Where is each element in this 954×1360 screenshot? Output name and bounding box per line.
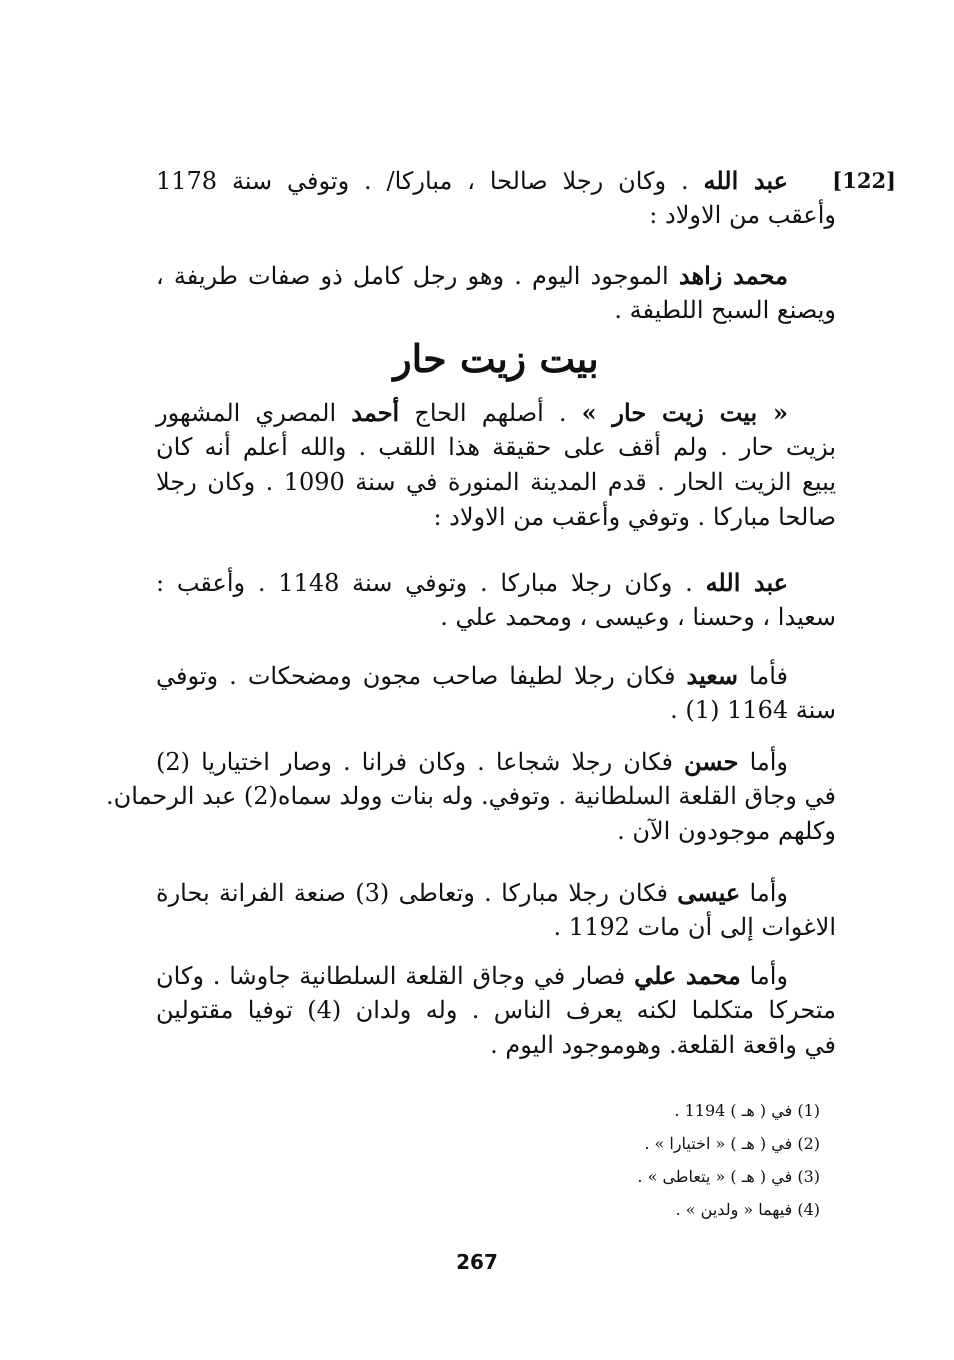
said-line-1-text: فكان رجلا لطيفا صاحب مجون ومضحكات . وتوفي bbox=[156, 662, 687, 690]
family-name: « بيت زيت حار » bbox=[581, 398, 788, 427]
muhammad-ali-line-3: في واقعة القلعة. وهوموجود اليوم . bbox=[490, 1031, 836, 1059]
hasan-line-1 bbox=[156, 744, 836, 779]
person-name: عبد الله bbox=[705, 568, 789, 597]
muhammad-ali-line-2: متحركا متكلما لكنه يعرف الناس . وله ولدان (4) توفيا مقتولين bbox=[156, 996, 837, 1024]
zahid-line-1 bbox=[156, 258, 836, 293]
muhammad-ali-line-1-text: فصار في وجاق القلعة السلطانية جاوشا . وكان bbox=[156, 962, 635, 990]
footnotes bbox=[637, 1094, 820, 1226]
isa-paragraph bbox=[156, 875, 836, 945]
isa-line-2: الاغوات إلى أن مات 1192 . bbox=[553, 913, 836, 941]
muhammad-ali-paragraph bbox=[156, 958, 836, 1063]
abdullah-paragraph bbox=[156, 565, 836, 635]
isa-line-1 bbox=[156, 875, 836, 910]
page-number: 267 bbox=[456, 1250, 498, 1274]
hasan-line-1-text: فكان رجلا شجاعا . وكان فرانا . وصار اختياريا (2) bbox=[156, 748, 684, 776]
person-name: محمد زاهد bbox=[678, 261, 789, 290]
person-name: محمد علي bbox=[634, 961, 741, 990]
footnote-2: (2) في ( هـ ) « اختيارا » . bbox=[644, 1134, 820, 1153]
isa-lead: وأما bbox=[740, 879, 788, 907]
intro-line-3: يبيع الزيت الحار . قدم المدينة المنورة في سنة 1090 . وكان رجلا bbox=[156, 468, 836, 496]
page-reference-marker: [122] bbox=[832, 168, 896, 193]
footnote-4: (4) فيهما « ولدين » . bbox=[675, 1200, 820, 1219]
person-name: أحمد bbox=[351, 398, 400, 427]
intro-line-1 bbox=[156, 395, 836, 430]
hasan-paragraph bbox=[105, 744, 836, 849]
abdullah-line-1 bbox=[156, 565, 836, 600]
said-line-2: سنة 1164 (1) . bbox=[670, 696, 836, 724]
section-heading: بيت زيت حار bbox=[393, 336, 599, 381]
zahid-line-2: ويصنع السبح اللطيفة . bbox=[614, 296, 836, 324]
continuation-line-1 bbox=[156, 163, 836, 198]
hasan-line-2: في وجاق القلعة السلطانية . وتوفي. وله بنات وولد سماه(2) عبد الرحمان. bbox=[105, 782, 836, 810]
footnote-1: (1) في ( هـ ) 1194 . bbox=[674, 1101, 820, 1120]
intro-paragraph bbox=[156, 395, 836, 535]
intro-line-4: صالحا مباركا . وتوفي وأعقب من الاولاد : bbox=[433, 503, 836, 531]
continuation-line-2: وأعقب من الاولاد : bbox=[649, 201, 836, 229]
said-lead: فأما bbox=[738, 662, 788, 690]
abdullah-line-2: سعيدا ، وحسنا ، وعيسى ، ومحمد علي . bbox=[440, 603, 836, 631]
zahid-line-1-text: الموجود اليوم . وهو رجل كامل ذو صفات طريفة ، bbox=[156, 262, 679, 290]
said-paragraph bbox=[156, 658, 836, 728]
continuation-paragraph bbox=[156, 163, 836, 233]
muhammad-ali-line-1 bbox=[156, 958, 836, 993]
abdullah-line-1-text: . وكان رجلا مباركا . وتوفي سنة 1148 . وأعقب : bbox=[156, 569, 706, 597]
hasan-line-3: وكلهم موجودون الآن . bbox=[617, 817, 836, 845]
isa-line-1-text: فكان رجلا مباركا . وتعاطى (3) صنعة الفرانة بحارة bbox=[156, 879, 678, 907]
said-line-1 bbox=[156, 658, 836, 693]
continuation-line-1-text: . وكان رجلا صالحا ، مباركا/ . وتوفي سنة 1178 bbox=[156, 167, 704, 195]
zahid-paragraph bbox=[156, 258, 836, 328]
person-name: حسن bbox=[683, 747, 739, 776]
footnote-3: (3) في ( هـ ) « يتعاطى » . bbox=[637, 1167, 820, 1186]
person-name: عيسى bbox=[677, 878, 741, 907]
person-name: عبد الله bbox=[703, 166, 788, 195]
intro-line-1-mid: . أصلهم الحاج bbox=[399, 399, 582, 427]
muhammad-ali-lead: وأما bbox=[740, 962, 788, 990]
intro-line-2: بزيت حار . ولم أقف على حقيقة هذا اللقب . والله أعلم أنه كان bbox=[156, 433, 836, 461]
intro-line-1-end: المصري المشهور bbox=[156, 399, 352, 427]
hasan-lead: وأما bbox=[738, 748, 788, 776]
person-name: سعيد bbox=[686, 661, 738, 690]
